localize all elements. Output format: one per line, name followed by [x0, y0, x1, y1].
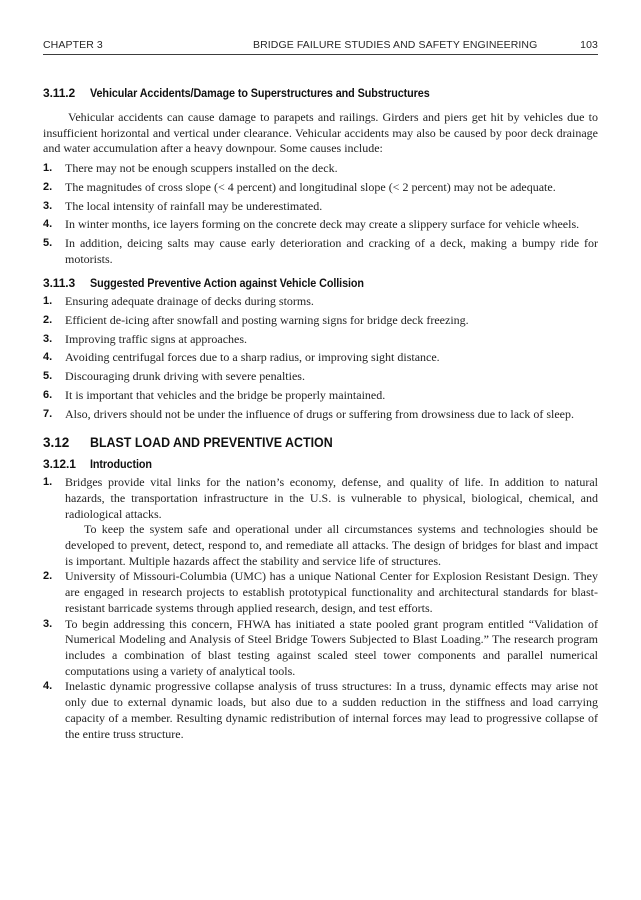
item-paragraph: Bridges provide vital links for the nation’s economy, defense, and quality of life. In addition to natural hazards, the transportation infrastructure in the U.S. is vulnerable to physical, biological, chemical, and radiological attacks. [65, 475, 598, 521]
causes-list [43, 161, 598, 267]
item-number: 3. [43, 199, 53, 212]
section-number: 3.11.3 [43, 276, 76, 291]
item-text: It is important that vehicles and the bridge be properly maintained. [65, 387, 386, 402]
item-number: 5. [43, 370, 53, 383]
item-text [65, 475, 598, 569]
list-item [43, 388, 598, 404]
item-text: There may not be enough scuppers installed on the deck. [65, 161, 338, 176]
list-item [43, 407, 598, 423]
item-text: Discouraging drunk driving with severe penalties. [65, 369, 305, 384]
list-item [43, 332, 598, 348]
item-text: Ensuring adequate drainage of decks during storms. [65, 294, 314, 309]
section-heading-3-12-1 [43, 457, 598, 471]
section-title: Suggested Preventive Action against Vehicle Collision [90, 276, 364, 291]
item-text: To begin addressing this concern, FHWA has initiated a state pooled grant program entitled “Validation of Numerical Modeling and Analysis of Steel Bridge Towers Subjected to Blast Loading.” The research program includes a combination of blast testing against scaled steel tower components and parallel numerical computations using a variety of analytical tools. [65, 616, 598, 678]
intro-paragraph: Vehicular accidents can cause damage to parapets and railings. Girders and piers get hit by vehicles due to insufficient horizontal and vertical under clearance. Vehicular accidents may also be caused by poor deck drainage and water accumulation after a heavy downpour. Some causes include: [43, 110, 598, 156]
list-item [43, 236, 598, 267]
list-item [43, 569, 598, 616]
item-number: 3. [43, 617, 53, 630]
item-number: 4. [43, 351, 53, 364]
list-item [43, 369, 598, 385]
item-number: 1. [43, 295, 53, 308]
page-content [0, 39, 641, 742]
running-title: BRIDGE FAILURE STUDIES AND SAFETY ENGINEERING [253, 39, 538, 51]
list-item [43, 617, 598, 680]
item-number: 1. [43, 476, 53, 489]
list-item [43, 199, 598, 215]
item-number: 2. [43, 570, 53, 583]
item-text: In winter months, ice layers forming on the concrete deck may create a slippery surface for vehicle wheels. [65, 217, 580, 232]
list-item [43, 475, 598, 569]
list-item [43, 180, 598, 196]
item-text: University of Missouri-Columbia (UMC) has a unique National Center for Explosion Resistant Design. They are engaged in research projects to establish prototypical functionality and architectural standards for blast-resistant barricade systems through applied research, design, and test efforts. [65, 569, 598, 615]
section-number: 3.12.1 [43, 457, 76, 472]
item-text: Also, drivers should not be under the influence of drugs or suffering from drowsiness due to lack of sleep. [65, 406, 574, 421]
preventive-actions-list [43, 294, 598, 422]
item-text: Efficient de-icing after snowfall and posting warning signs for bridge deck freezing. [65, 313, 469, 328]
item-paragraph: To keep the system safe and operational under all circumstances systems and technologies should be developed to prevent, detect, respond to, and remediate all attacks. The design of bridges for blast and impact is important. Multiple hazards affect the stability and service life of structures. [65, 522, 598, 568]
item-number: 7. [43, 407, 53, 420]
section-title: Introduction [90, 457, 152, 472]
item-number: 6. [43, 388, 53, 401]
list-item [43, 350, 598, 366]
list-item [43, 313, 598, 329]
section-title: Vehicular Accidents/Damage to Superstructures and Substructures [90, 86, 430, 100]
item-text: Improving traffic signs at approaches. [65, 331, 248, 346]
chapter-label: CHAPTER 3 [43, 39, 103, 51]
item-text: The magnitudes of cross slope (< 4 percent) and longitudinal slope (< 2 percent) may not be adequate. [65, 179, 556, 194]
item-number: 4. [43, 218, 53, 231]
item-text: The local intensity of rainfall may be underestimated. [65, 198, 323, 213]
item-text: Avoiding centrifugal forces due to a sharp radius, or improving sight distance. [65, 350, 440, 365]
section-heading-3-11-3 [43, 276, 598, 290]
section-number: 3.11.2 [43, 86, 76, 100]
item-number: 2. [43, 180, 53, 193]
page-number: 103 [580, 39, 598, 51]
section-heading-3-12 [43, 435, 598, 451]
section-title: BLAST LOAD AND PREVENTIVE ACTION [90, 435, 333, 451]
item-number: 1. [43, 162, 53, 175]
running-head [43, 39, 598, 55]
section-number: 3.12 [43, 435, 70, 451]
item-number: 2. [43, 314, 53, 327]
item-text: Inelastic dynamic progressive collapse analysis of truss structures: In a truss, dynamic effects may arise not only due to external dynamic loads, but also due to a sudden reduction in the stiffness and load carrying capacity of a member. Resulting dynamic redistribution of internal forces may lead to progressive collapse of the entire truss structure. [65, 679, 598, 741]
list-item [43, 161, 598, 177]
list-item [43, 679, 598, 742]
introduction-list [43, 475, 598, 742]
item-number: 4. [43, 680, 53, 693]
item-number: 3. [43, 332, 53, 345]
item-text: In addition, deicing salts may cause early deterioration and cracking of a deck, making a bumpy ride for motorists. [65, 235, 598, 266]
item-number: 5. [43, 236, 53, 249]
list-item [43, 294, 598, 310]
list-item [43, 217, 598, 233]
section-heading-3-11-2 [43, 86, 598, 100]
